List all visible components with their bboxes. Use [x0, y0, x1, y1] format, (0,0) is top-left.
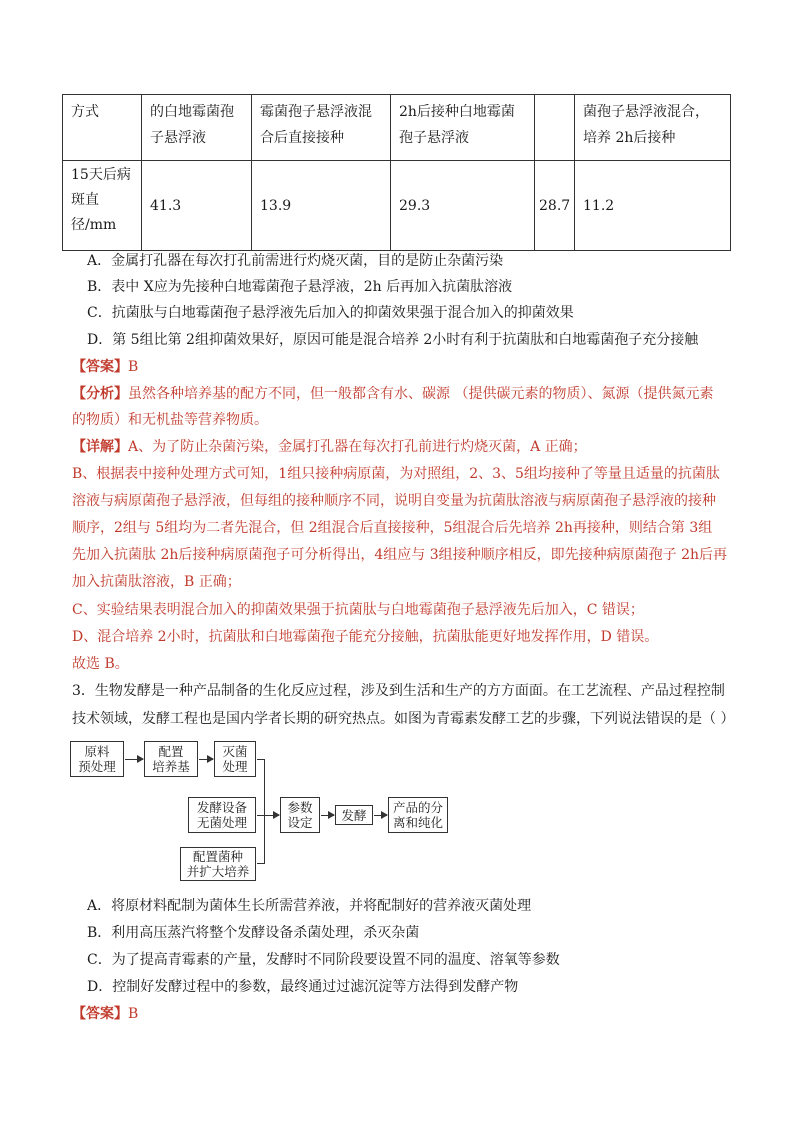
option-c: C．为了提高青霉素的产量，发酵时不同阶段要设置不同的温度、溶氧等参数: [87, 952, 560, 968]
option-d: D．第 5组比第 2组抑菌效果好，原因可能是混合培养 2小时有利于抗菌肽和白地霉菌孢子充分接触: [87, 332, 699, 348]
detail-text: A、为了防止杂菌污染，金属打孔器在每次打孔前进行灼烧灭菌，A 正确；: [128, 439, 587, 455]
detail-text: 加入抗菌肽溶液，B 正确；: [72, 574, 241, 590]
flow-arrow: [125, 759, 143, 760]
table-cell: 方式: [63, 95, 142, 161]
analysis-line: [72, 384, 732, 404]
answer-line: [72, 1004, 732, 1024]
answer-label: 【答案】: [72, 1006, 128, 1022]
table-cell: 41.3: [142, 161, 252, 251]
experiment-table: [62, 94, 731, 251]
table-row: [63, 95, 731, 161]
option-b: B．利用高压蒸汽将整个发酵设备杀菌处理，杀灭杂菌: [87, 925, 420, 941]
flow-connector: [257, 863, 264, 864]
flow-box-strain: 配置菌种 并扩大培养: [180, 847, 256, 881]
flow-box-product: 产品的分 离和纯化: [388, 797, 448, 833]
table-cell: 菌孢子悬浮液混合，培养 2h后接种: [575, 95, 731, 161]
analysis-label: 【分析】: [72, 386, 128, 402]
flow-connector: [257, 759, 264, 760]
detail-text: 先加入抗菌肽 2h后接种病原菌孢子可分析得出，4组应与 3组接种顺序相反，即先接种病原菌孢子 2h后再: [72, 547, 728, 563]
table-cell: 13.9: [252, 161, 391, 251]
flow-connector: [257, 815, 264, 816]
answer-line: [72, 357, 732, 377]
table-row: [63, 161, 731, 251]
table-cell: 霉菌孢子悬浮液混合后直接接种: [252, 95, 391, 161]
answer-label: 【答案】: [72, 359, 128, 375]
flow-box-raw-material: 原料 预处理: [70, 741, 124, 777]
detail-text: D、混合培养 2小时，抗菌肽和白地霉菌孢子能充分接触，抗菌肽能更好地发挥作用，D 错误。: [72, 629, 659, 645]
flow-arrow: [321, 815, 334, 816]
option-b: B．表中 X应为先接种白地霉菌孢子悬浮液，2h 后再加入抗菌肽溶液: [87, 279, 513, 295]
option-a: A．金属打孔器在每次打孔前需进行灼烧灭菌，目的是防止杂菌污染: [87, 253, 504, 269]
answer-value: B: [128, 359, 139, 375]
flow-box-parameters: 参数 设定: [280, 797, 320, 833]
flow-box-sterilize: 灭菌 处理: [214, 741, 256, 777]
flow-arrow: [199, 759, 213, 760]
answer-value: B: [128, 1006, 139, 1022]
detail-text: 故选 B。: [72, 656, 129, 672]
analysis-text: 的物质）和无机盐等营养物质。: [72, 412, 268, 428]
question-stem: 技术领域，发酵工程也是国内学者长期的研究热点。如图为青霉素发酵工艺的步骤，下列说法错误的是（ ）: [72, 711, 735, 727]
table-cell: 28.7: [535, 161, 575, 251]
detail-text: B、根据表中接种处理方式可知，1组只接种病原菌，为对照组，2、3、5组均接种了等量且适量的抗菌肽: [72, 466, 720, 482]
table-cell: 2h后接种白地霉菌孢子悬浮液: [391, 95, 535, 161]
detail-text: 溶液与病原菌孢子悬浮液，但每组的接种顺序不同，说明自变量为抗菌肽溶液与病原菌孢子悬浮液的接种: [72, 493, 716, 509]
table-cell: [535, 95, 575, 161]
detail-text: 顺序，2组与 5组均为二者先混合，但 2组混合后直接接种，5组混合后先培养 2h再接种，则结合第 3组: [72, 520, 713, 536]
flow-connector: [264, 759, 265, 864]
table-cell: 15天后病斑直径/mm: [63, 161, 142, 251]
flow-box-fermentation: 发酵: [335, 805, 373, 825]
table-cell: 的白地霉菌孢子悬浮液: [142, 95, 252, 161]
detail-text: C、实验结果表明混合加入的抑菌效果强于抗菌肽与白地霉菌孢子悬浮液先后加入，C 错误；: [72, 602, 644, 618]
detail-line: [72, 437, 732, 457]
flow-arrow: [264, 815, 279, 816]
option-d: D．控制好发酵过程中的参数，最终通过过滤沉淀等方法得到发酵产物: [87, 979, 519, 995]
table-cell: 11.2: [575, 161, 731, 251]
table-cell: 29.3: [391, 161, 535, 251]
flow-box-equipment: 发酵设备 无菌处理: [188, 797, 256, 833]
flow-box-medium: 配置 培养基: [144, 741, 198, 777]
option-c: C．抗菌肽与白地霉菌孢子悬浮液先后加入的抑菌效果强于混合加入的抑菌效果: [87, 305, 574, 321]
option-a: A．将原材料配制为菌体生长所需营养液，并将配制好的营养液灭菌处理: [87, 898, 532, 914]
fermentation-flow-diagram: [70, 741, 470, 881]
analysis-text: 虽然各种培养基的配方不同，但一般都含有水、碳源 （提供碳元素的物质）、氮源（提供氮元素: [128, 386, 714, 402]
question-stem: 3．生物发酵是一种产品制备的生化反应过程，涉及到生活和生产的方方面面。在工艺流程、产品过程控制: [72, 683, 725, 699]
detail-label: 【详解】: [72, 439, 128, 455]
flow-arrow: [374, 815, 387, 816]
